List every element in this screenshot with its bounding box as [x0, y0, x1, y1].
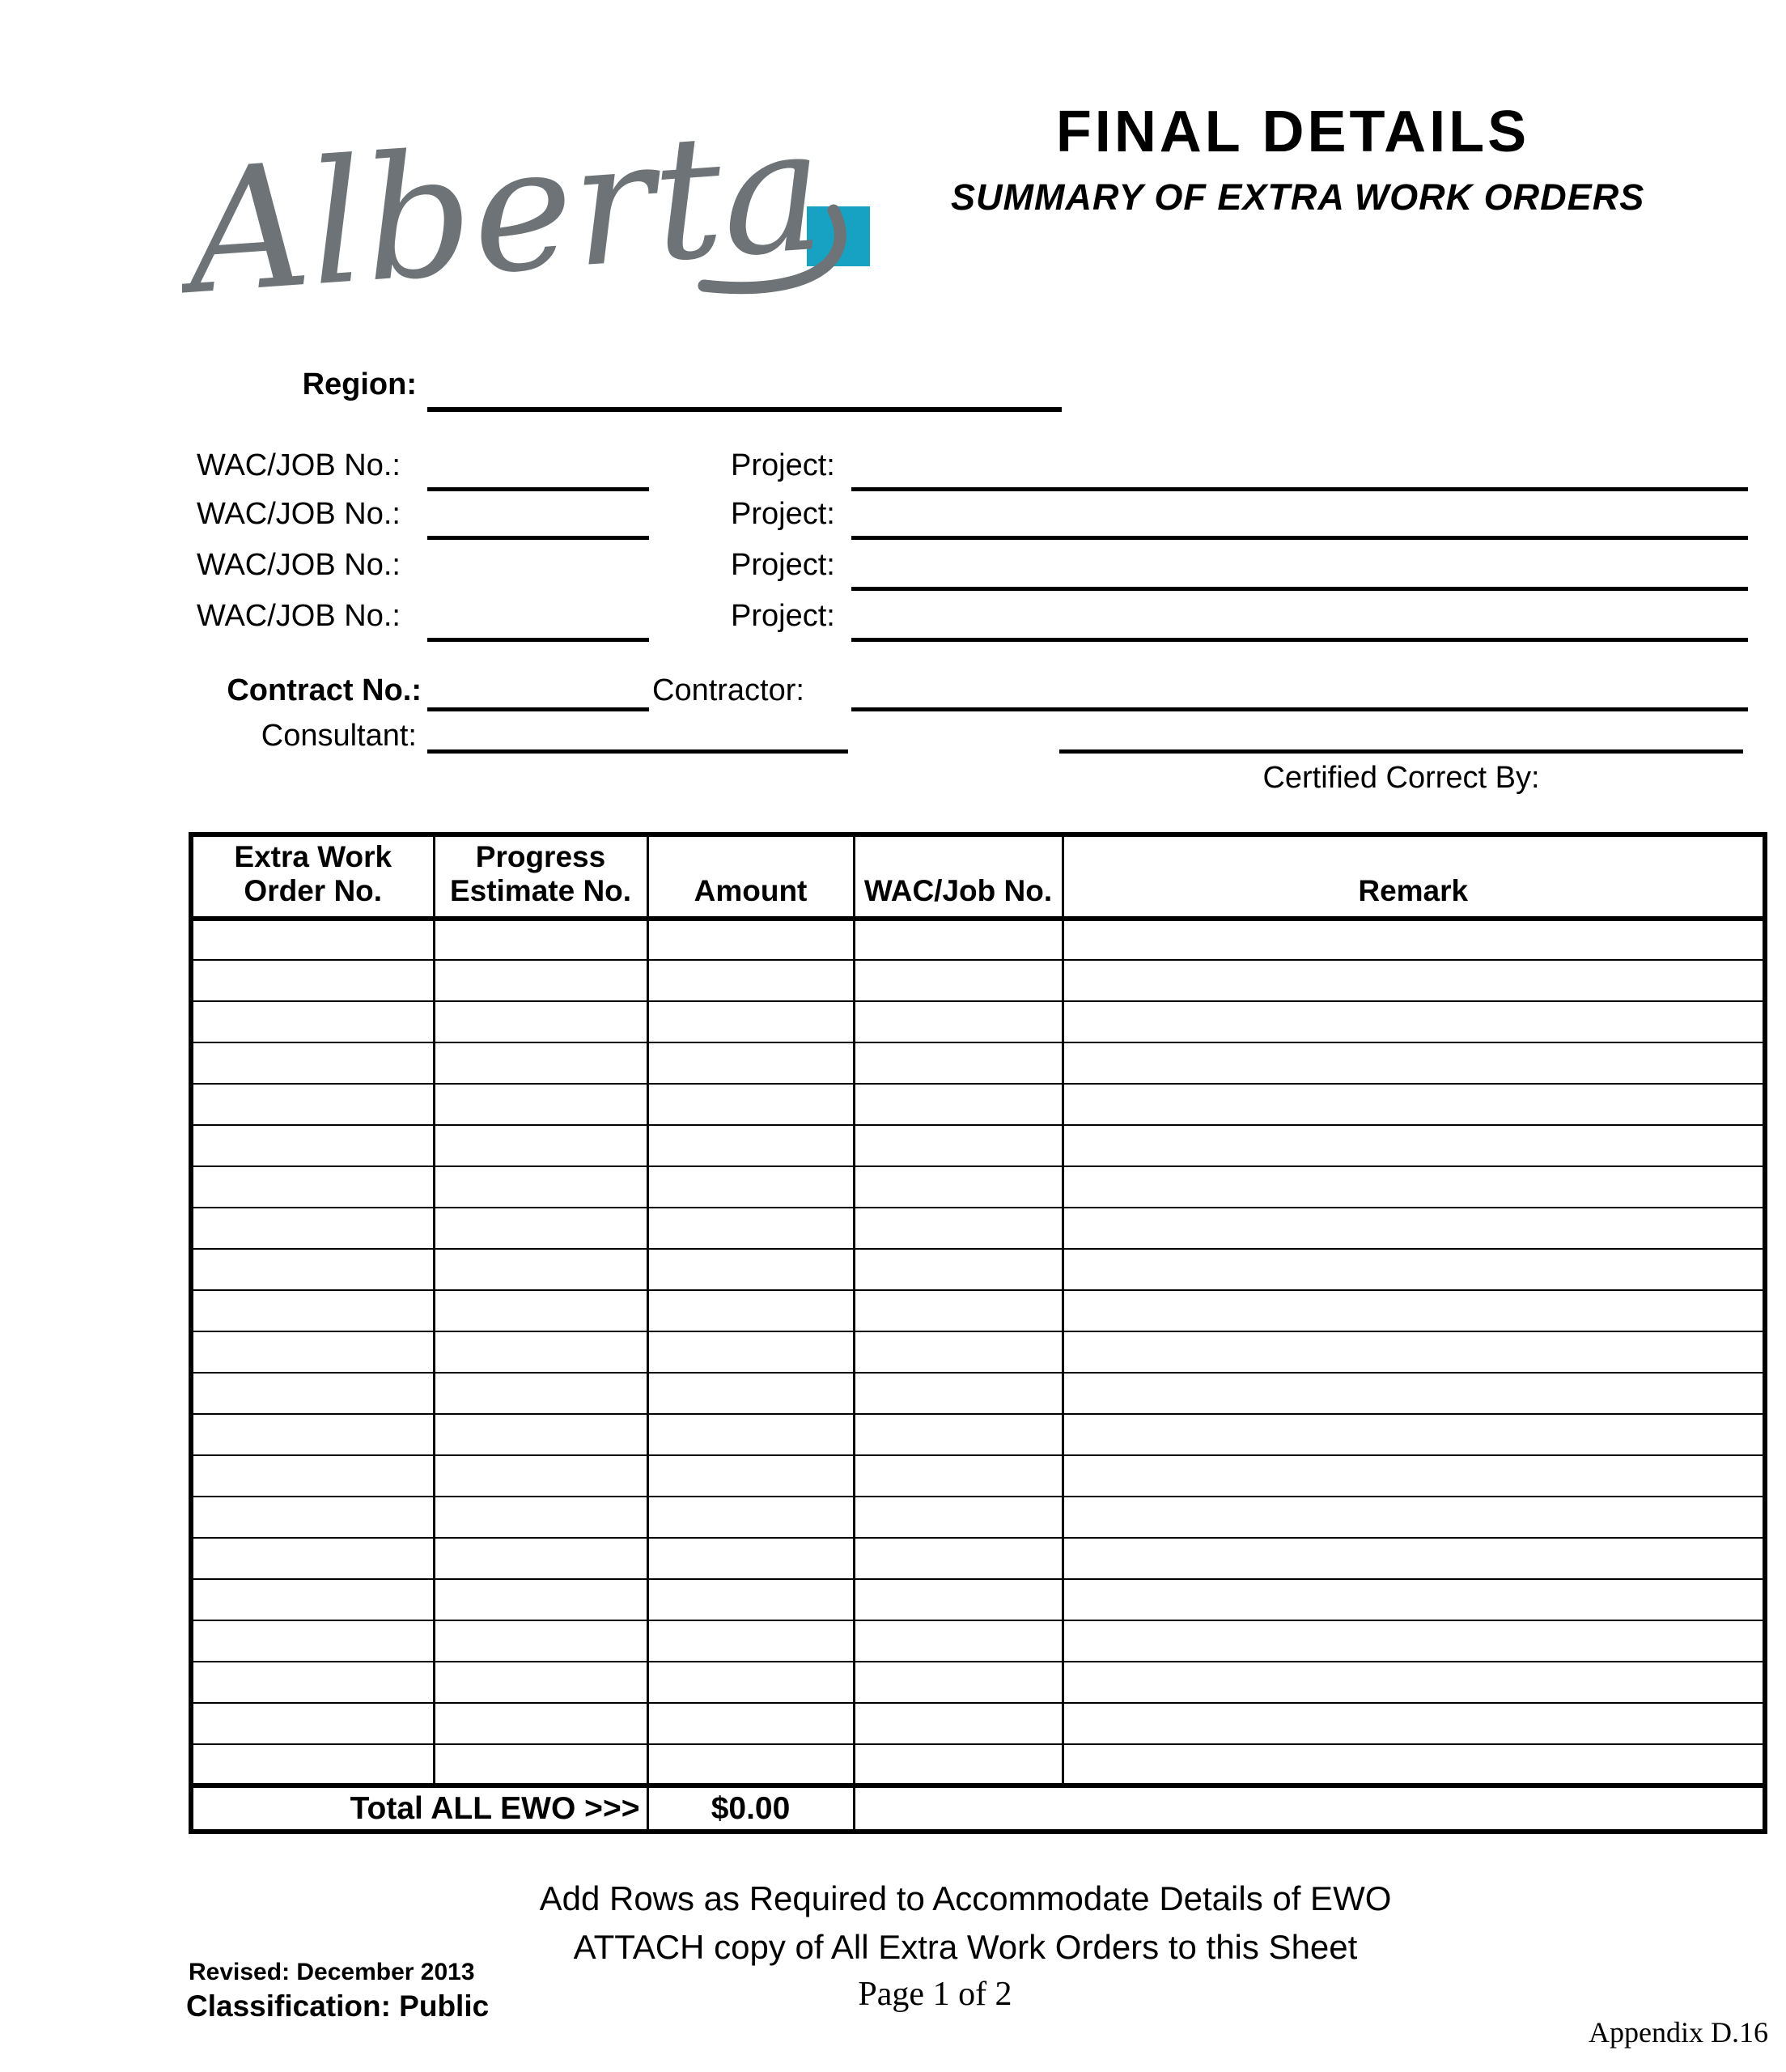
table-cell[interactable]	[191, 1579, 434, 1620]
project-input-line[interactable]	[851, 597, 1748, 642]
table-cell[interactable]	[647, 1249, 854, 1290]
table-cell[interactable]	[191, 1620, 434, 1662]
table-cell[interactable]	[1063, 1662, 1765, 1703]
table-cell[interactable]	[854, 1497, 1063, 1538]
table-row	[191, 1455, 1765, 1497]
table-cell[interactable]	[1063, 919, 1765, 960]
table-cell[interactable]	[854, 1455, 1063, 1497]
table-cell[interactable]	[191, 960, 434, 1001]
table-cell[interactable]	[191, 1208, 434, 1249]
table-row	[191, 1662, 1765, 1703]
wac-job-input-line[interactable]	[427, 597, 649, 642]
project-label: Project:	[731, 548, 835, 582]
table-row	[191, 1166, 1765, 1208]
wac-job-section	[0, 0, 1786, 728]
table-cell[interactable]	[1063, 1579, 1765, 1620]
table-row	[191, 1703, 1765, 1744]
table-cell[interactable]	[1063, 1331, 1765, 1373]
table-cell[interactable]	[854, 1249, 1063, 1290]
contractor-label: Contractor:	[652, 673, 804, 707]
table-cell[interactable]	[1063, 1744, 1765, 1785]
table-cell[interactable]	[854, 1290, 1063, 1331]
table-cell[interactable]	[1063, 1290, 1765, 1331]
table-cell[interactable]	[1063, 1125, 1765, 1166]
table-cell[interactable]	[647, 1208, 854, 1249]
table-cell[interactable]	[854, 1538, 1063, 1579]
table-body	[191, 919, 1765, 1785]
region-label: Region:	[302, 367, 417, 401]
appendix-label: Appendix D.16	[1589, 2016, 1768, 2049]
table-cell[interactable]	[434, 1662, 647, 1703]
wac-job-input-line[interactable]	[427, 447, 649, 491]
table-cell[interactable]	[854, 1414, 1063, 1455]
table-row	[191, 1497, 1765, 1538]
table-cell[interactable]	[854, 1662, 1063, 1703]
wac-job-row	[0, 546, 1786, 592]
table-cell[interactable]	[434, 1579, 647, 1620]
table-cell[interactable]	[434, 1249, 647, 1290]
table-row	[191, 1084, 1765, 1125]
table-row	[191, 1620, 1765, 1662]
table-cell[interactable]	[191, 1744, 434, 1785]
table-row	[191, 1331, 1765, 1373]
total-all-ewo-amount: $0.00	[647, 1785, 854, 1832]
table-cell[interactable]	[854, 1744, 1063, 1785]
table-cell[interactable]	[191, 1538, 434, 1579]
table-cell[interactable]	[434, 1414, 647, 1455]
page-title: FINAL DETAILS	[1055, 100, 1530, 164]
table-cell[interactable]	[1063, 1166, 1765, 1208]
table-cell[interactable]	[647, 960, 854, 1001]
wac-job-input-line[interactable]	[427, 495, 649, 540]
table-cell[interactable]	[854, 919, 1063, 960]
table-cell[interactable]	[191, 1001, 434, 1042]
table-cell[interactable]	[854, 1001, 1063, 1042]
table-cell[interactable]	[434, 1620, 647, 1662]
table-cell[interactable]	[434, 1290, 647, 1331]
header-line: Remark	[1358, 874, 1469, 907]
table-cell[interactable]	[191, 1455, 434, 1497]
header-line: Amount	[694, 874, 808, 907]
header-line: Order No.	[244, 874, 383, 907]
header-line: Progress	[475, 840, 606, 873]
table-total-row	[191, 1785, 1765, 1832]
table-cell[interactable]	[191, 1084, 434, 1125]
note-attach: ATTACH copy of All Extra Work Orders to this Sheet	[573, 1928, 1358, 1966]
revised-date: Revised: December 2013	[189, 1959, 475, 1985]
wac-job-label: WAC/JOB No.:	[197, 448, 401, 482]
column-header-extra-work-order-no	[191, 834, 434, 919]
table-cell[interactable]	[434, 1208, 647, 1249]
table-cell[interactable]	[191, 1125, 434, 1166]
table-cell[interactable]	[191, 1414, 434, 1455]
table-cell[interactable]	[647, 1620, 854, 1662]
table-row	[191, 1290, 1765, 1331]
table-cell[interactable]	[434, 1744, 647, 1785]
table-cell[interactable]	[434, 1455, 647, 1497]
contractor-input-line[interactable]	[851, 670, 1748, 711]
table-cell[interactable]	[1063, 1084, 1765, 1125]
table-cell[interactable]	[647, 1084, 854, 1125]
table-cell[interactable]	[854, 1579, 1063, 1620]
table-cell[interactable]	[434, 919, 647, 960]
table-cell[interactable]	[647, 1166, 854, 1208]
page-subtitle: SUMMARY OF EXTRA WORK ORDERS	[951, 176, 1645, 218]
project-input-line[interactable]	[851, 546, 1748, 591]
table-cell[interactable]	[434, 1331, 647, 1373]
header-line: Estimate No.	[449, 874, 632, 907]
wac-job-label: WAC/JOB No.:	[197, 548, 401, 582]
table-cell[interactable]	[434, 1497, 647, 1538]
header-line: Extra Work	[234, 840, 392, 873]
table-cell[interactable]	[647, 1414, 854, 1455]
table-row	[191, 1249, 1765, 1290]
table-cell[interactable]	[854, 1208, 1063, 1249]
column-header-progress-estimate-no	[434, 834, 647, 919]
table-cell[interactable]	[1063, 1414, 1765, 1455]
note-add-rows: Add Rows as Required to Accommodate Details of EWO	[539, 1879, 1392, 1917]
table-cell[interactable]	[1063, 1620, 1765, 1662]
table-row	[191, 960, 1765, 1001]
table-cell[interactable]	[647, 1373, 854, 1414]
table-cell[interactable]	[854, 1331, 1063, 1373]
table-cell[interactable]	[434, 1538, 647, 1579]
table-cell[interactable]	[647, 1331, 854, 1373]
consultant-label: Consultant:	[261, 719, 417, 753]
table-cell[interactable]	[854, 1084, 1063, 1125]
table-cell[interactable]	[1063, 960, 1765, 1001]
table-row	[191, 1414, 1765, 1455]
table-cell[interactable]	[647, 1001, 854, 1042]
table-row	[191, 1579, 1765, 1620]
table-cell[interactable]	[647, 1579, 854, 1620]
table-cell[interactable]	[191, 1290, 434, 1331]
table-row	[191, 1373, 1765, 1414]
certified-correct-by-label: Certified Correct By:	[1262, 761, 1540, 795]
project-label: Project:	[731, 448, 835, 482]
table-cell[interactable]	[854, 1166, 1063, 1208]
table-cell[interactable]	[191, 1497, 434, 1538]
table-cell[interactable]	[647, 1455, 854, 1497]
table-cell[interactable]	[434, 1166, 647, 1208]
table-cell[interactable]	[191, 1249, 434, 1290]
project-label: Project:	[731, 497, 835, 531]
table-cell[interactable]	[854, 1620, 1063, 1662]
table-cell[interactable]	[647, 1662, 854, 1703]
column-header-remark	[1063, 834, 1765, 919]
table-cell[interactable]	[1063, 1455, 1765, 1497]
table-header-row	[191, 834, 1765, 919]
table-cell[interactable]	[434, 1373, 647, 1414]
wac-job-label: WAC/JOB No.:	[197, 497, 401, 531]
table-cell[interactable]	[647, 1538, 854, 1579]
table-cell[interactable]	[1063, 1001, 1765, 1042]
table-cell[interactable]	[1063, 1538, 1765, 1579]
table-cell[interactable]	[434, 1084, 647, 1125]
page-number: Page 1 of 2	[858, 1976, 1012, 2013]
table-row	[191, 1042, 1765, 1084]
table-row	[191, 1125, 1765, 1166]
total-all-ewo-label: Total ALL EWO >>>	[191, 1785, 647, 1832]
table-cell[interactable]	[1063, 1703, 1765, 1744]
wac-job-row	[0, 495, 1786, 541]
table-cell[interactable]	[647, 1125, 854, 1166]
table-cell[interactable]	[434, 1703, 647, 1744]
consultant-input-line[interactable]	[427, 715, 848, 754]
wac-job-row	[0, 597, 1786, 643]
contract-no-label: Contract No.:	[227, 673, 422, 707]
table-row	[191, 1538, 1765, 1579]
header-line: WAC/Job No.	[863, 874, 1053, 907]
ewo-table	[189, 832, 1767, 1834]
table-cell[interactable]	[854, 1042, 1063, 1084]
certified-correct-by-signature-line[interactable]	[1059, 715, 1743, 754]
table-cell[interactable]	[647, 1744, 854, 1785]
project-label: Project:	[731, 599, 835, 633]
table-cell[interactable]	[647, 1290, 854, 1331]
table-row	[191, 1208, 1765, 1249]
wac-job-input-line[interactable]	[427, 546, 649, 591]
total-row-empty-cell	[854, 1785, 1765, 1832]
table-cell[interactable]	[1063, 1249, 1765, 1290]
table-cell[interactable]	[191, 1662, 434, 1703]
table-cell[interactable]	[191, 1042, 434, 1084]
table-cell[interactable]	[191, 1703, 434, 1744]
table-row	[191, 919, 1765, 960]
table-cell[interactable]	[854, 1373, 1063, 1414]
table-cell[interactable]	[191, 919, 434, 960]
table-row	[191, 1001, 1765, 1042]
table-cell[interactable]	[191, 1373, 434, 1414]
column-header-wac-job-no	[854, 834, 1063, 919]
table-cell[interactable]	[434, 960, 647, 1001]
column-header-amount	[647, 834, 854, 919]
project-input-line[interactable]	[851, 495, 1748, 540]
table-cell[interactable]	[1063, 1497, 1765, 1538]
table-cell[interactable]	[647, 1703, 854, 1744]
table-cell[interactable]	[1063, 1208, 1765, 1249]
wac-job-label: WAC/JOB No.:	[197, 599, 401, 633]
table-cell[interactable]	[434, 1125, 647, 1166]
table-cell[interactable]	[191, 1166, 434, 1208]
table-cell[interactable]	[434, 1001, 647, 1042]
table-cell[interactable]	[647, 1042, 854, 1084]
table-row	[191, 1744, 1765, 1785]
wac-job-row	[0, 447, 1786, 492]
classification-label: Classification: Public	[186, 1989, 490, 2023]
table-cell[interactable]	[1063, 1373, 1765, 1414]
contract-no-input-line[interactable]	[427, 670, 649, 711]
table-cell[interactable]	[434, 1042, 647, 1084]
table-cell[interactable]	[854, 1125, 1063, 1166]
table-cell[interactable]	[647, 919, 854, 960]
table-cell[interactable]	[191, 1331, 434, 1373]
alberta-logo-text: Alberta	[182, 90, 830, 320]
table-cell[interactable]	[1063, 1042, 1765, 1084]
table-cell[interactable]	[854, 1703, 1063, 1744]
table-cell[interactable]	[647, 1497, 854, 1538]
project-input-line[interactable]	[851, 447, 1748, 491]
table-cell[interactable]	[854, 960, 1063, 1001]
